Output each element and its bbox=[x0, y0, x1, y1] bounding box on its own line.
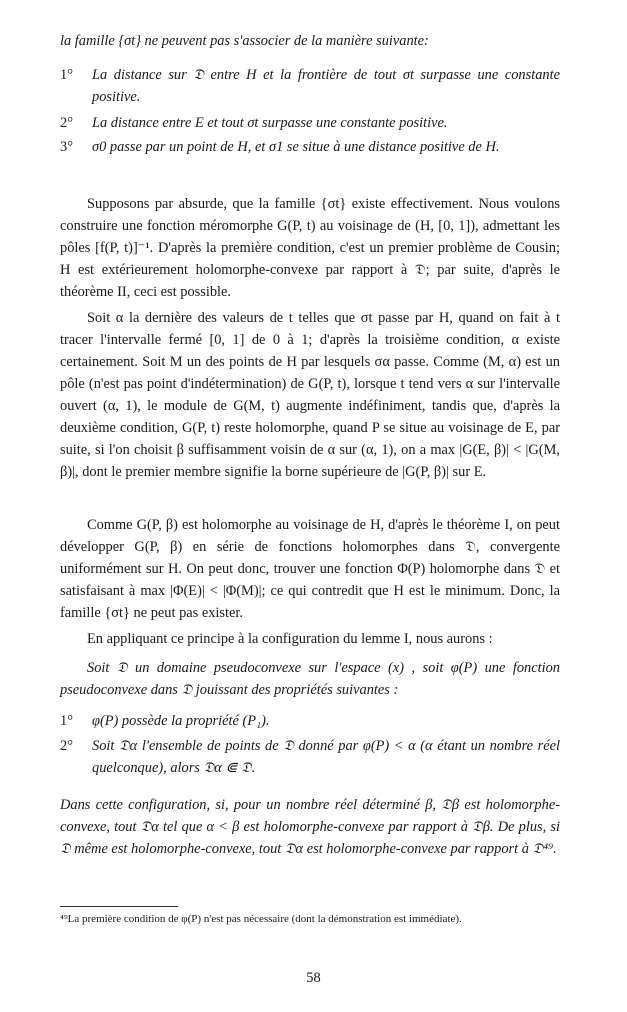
condition-number: 3° bbox=[60, 139, 73, 155]
paragraph-3: Comme G(P, β) est holomorphe au voisinage de H, d'après le théorème I, on peut développer G(P, β) en série de fonctions holomorphes dans 𝔇, convergente uniformément sur H. On peut donc, trouver une fonction Φ(P) holomorphe dans 𝔇 et satisfaisant à max |Φ(E)| < |Φ(M)|; ce qui contredit que H est le minimum. Donc, la famille {σt} ne peut pas exister. bbox=[60, 517, 560, 621]
condition-number: 2° bbox=[60, 115, 73, 131]
condition-3 bbox=[60, 136, 560, 158]
footnote-rule bbox=[60, 906, 178, 907]
property-text: φ(P) possède la propriété (P₁). bbox=[92, 713, 270, 729]
condition-text: La distance entre E et tout σt surpasse une constante positive. bbox=[92, 115, 448, 131]
property-1 bbox=[60, 710, 560, 732]
property-2 bbox=[60, 735, 560, 779]
property-number: 2° bbox=[60, 738, 73, 754]
footnote: ⁴⁹La première condition de φ(P) n'est pas nécessaire (dont la démonstration est immédiate). bbox=[60, 913, 462, 925]
condition-number: 1° bbox=[60, 67, 73, 83]
paragraph-1: Supposons par absurde, que la famille {σt} existe effectivement. Nous voulons construire une fonction méromorphe G(P, t) au voisinage de (H, [0, 1]), admettant les pôles [f(P, t)]⁻¹. D'après la première condition, c'est un premier problème de Cousin; H est extérieurement holomorphe-convexe par rapport à 𝔇; par suite, d'après le théorème II, ceci est possible. bbox=[60, 196, 560, 300]
condition-1 bbox=[60, 64, 560, 108]
paragraph-2: Soit α la dernière des valeurs de t telles que σt passe par H, quand on fait à t tracer l'intervalle fermé [0, 1] de 0 à 1; d'après la troisième condition, α existe certainement. Soit M un des points de H par lesquels σα passe. Comme (M, α) est un pôle (n'est pas point d'indétermination) de G(P, t), lorsque t tend vers α sur l'intervalle ouvert (α, 1), le module de G(M, t) augmente indéfiniment, tandis que, d'après la deuxième condition, G(P, t) reste holomorphe, quand P se situe au voisinage de E, par suite, si l'on choisit β suffisamment voisin de α sur (α, 1), on a max |G(E, β)| < |G(M, β)|, dont le premier membre signifie la borne supérieure de |G(P, β)| sur E. bbox=[60, 310, 560, 480]
opening-line: la famille {σt} ne peuvent pas s'associer de la manière suivante: bbox=[60, 33, 429, 49]
condition-2 bbox=[60, 112, 560, 134]
conclusion: Dans cette configuration, si, pour un nombre réel déterminé β, 𝔇β est holomorphe-convexe, tout 𝔇α tel que α < β est holomorphe-convexe par rapport à 𝔇β. De plus, si 𝔇 même est holomorphe-convexe, tout 𝔇α est holomorphe-convexe par rapport à 𝔇⁴⁹. bbox=[60, 797, 560, 857]
property-number: 1° bbox=[60, 713, 73, 729]
page-number: 58 bbox=[306, 970, 321, 986]
theorem-intro: Soit 𝔇 un domaine pseudoconvexe sur l'espace (x) , soit φ(P) une fonction pseudoconvexe dans 𝔇 jouissant des propriétés suivantes : bbox=[60, 660, 560, 698]
property-text: Soit 𝔇α l'ensemble de points de 𝔇 donné par φ(P) < α (α étant un nombre réel quelconque), alors 𝔇α ⋐ 𝔇. bbox=[92, 738, 560, 776]
condition-text: σ0 passe par un point de H, et σ1 se situe à une distance positive de H. bbox=[92, 139, 500, 155]
paragraph-4: En appliquant ce principe à la configuration du lemme I, nous aurons : bbox=[87, 631, 493, 647]
condition-text: La distance sur 𝔇 entre H et la frontière de tout σt surpasse une constante positive. bbox=[92, 67, 560, 105]
